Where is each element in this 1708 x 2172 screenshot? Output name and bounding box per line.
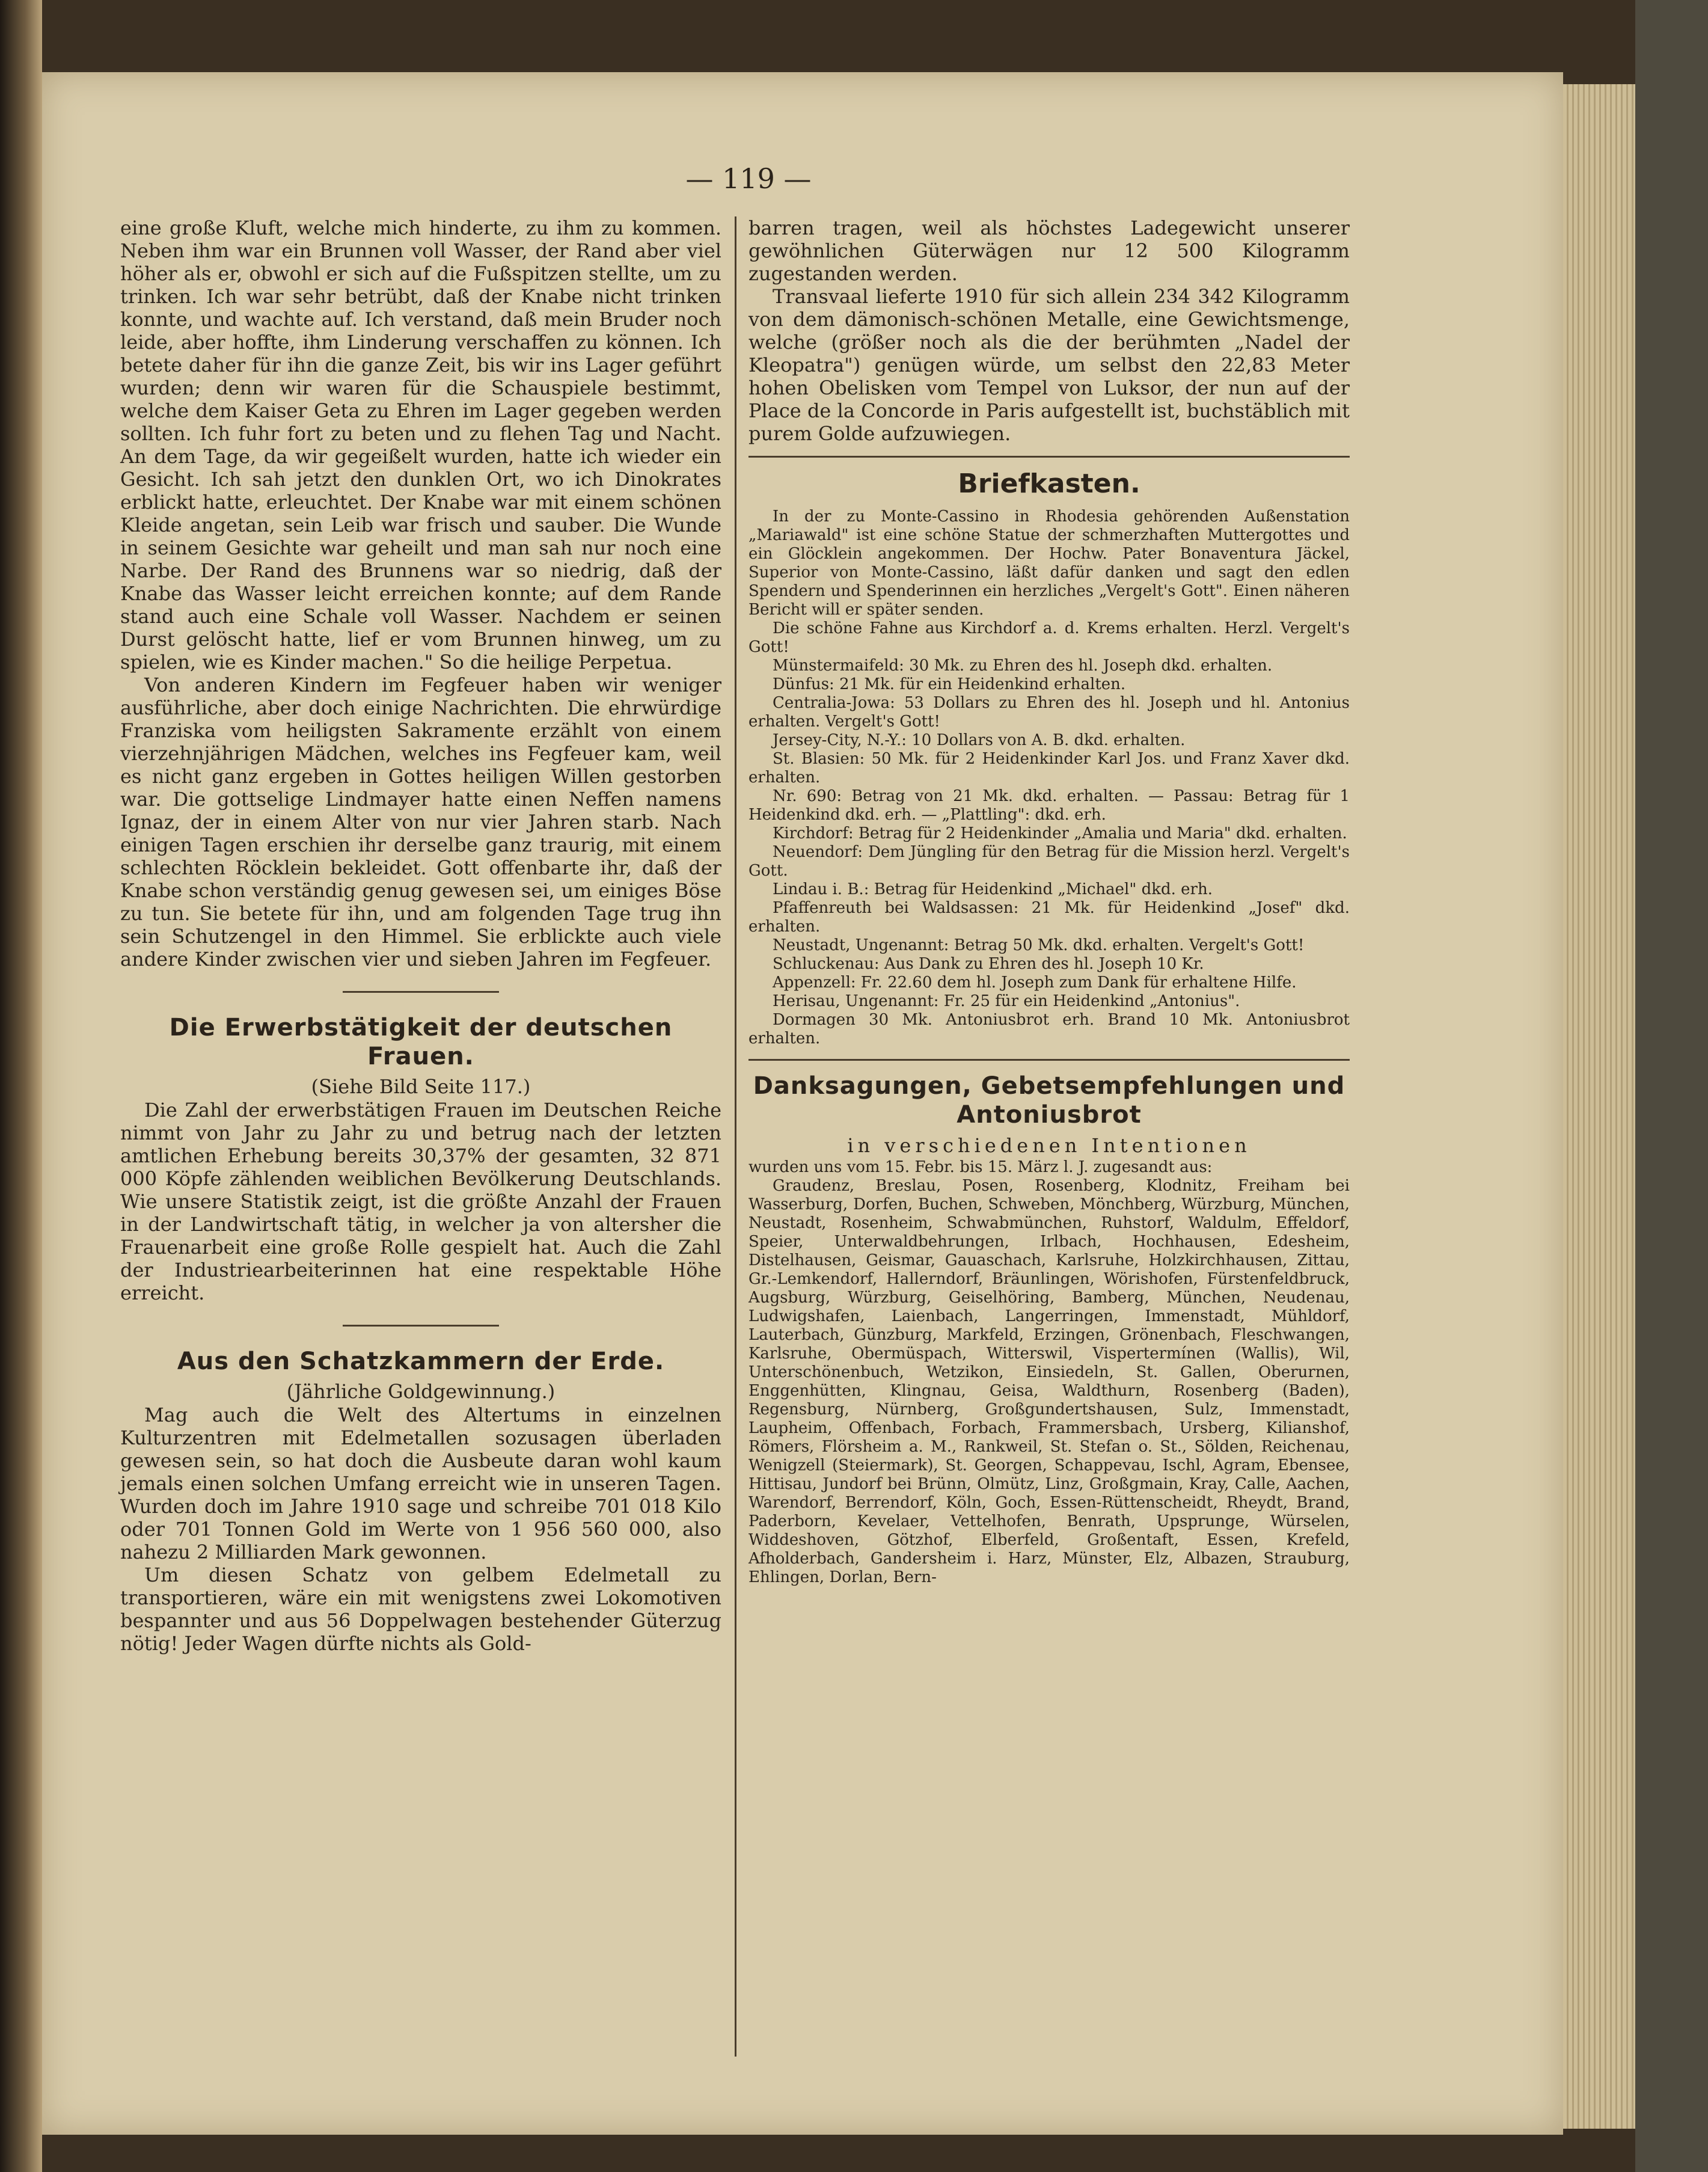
gold-text-3: barren tragen, weil als höchstes Ladegewicht unserer gewöhnlichen Güterwägen nur 12 500 Kilogramm zugestanden werden. xyxy=(748,216,1350,285)
briefkasten-entry: Münstermaifeld: 30 Mk. zu Ehren des hl. Joseph dkd. erhalten. xyxy=(773,657,1273,675)
section-rule xyxy=(748,456,1350,458)
womens-work-heading: Die Erwerbstätigkeit der deutschen Frauen. xyxy=(169,1014,673,1070)
column-divider xyxy=(735,216,736,2057)
briefkasten-entry: Dormagen 30 Mk. Antoniusbrot erh. Brand 10 Mk. Antoniusbrot erhalten. xyxy=(748,1011,1350,1048)
treasure-heading: Aus den Schatzkammern der Erde. xyxy=(177,1348,665,1375)
right-column xyxy=(748,216,1350,1587)
thanks-intro: wurden uns vom 15. Febr. bis 15. März l. J. zugesandt aus: xyxy=(748,1158,1213,1176)
perpetua-text: eine große Kluft, welche mich hinderte, zu ihm zu kommen. Neben ihm war ein Brunnen voll Wasser, der Rand aber viel höher als er, obwohl er sich auf die Fußspitzen stellte, um zu trinken. Ich war sehr betrübt, daß der Knabe nicht trinken konnte, und wachte auf. Ich verstand, daß mein Bruder noch leide, aber hoffte, ihm Linderung verschaffen zu können. Ich betete daher für ihn die ganze Zeit, bis wir ins Lager geführt wurden; denn wir waren für die Schauspiele bestimmt, welche dem Kaiser Geta zu Ehren im Lager gegeben werden sollten. Ich fuhr fort zu beten und zu flehen Tag und Nacht. An dem Tage, da wir gegeißelt wurden, hatte ich wieder ein Gesicht. Ich sah jetzt den dunklen Ort, wo ich Dinokrates erblickt hatte, erleuchtet. Der Knabe war mit einem schönen Kleide angetan, sein Leib war frisch und sauber. Die Wunde in seinem Gesichte war geheilt und man sah nur noch eine Narbe. Der Rand des Brunnens war so niedrig, daß der Knabe das Wasser leicht erreichen konnte; auf dem Rande stand auch eine Schale voll Wasser. Nachdem er seinen Durst gelöscht hatte, lief er vom Brunnen hinweg, um zu spielen, wie es Kinder machen." So die heilige Perpetua. xyxy=(120,216,721,673)
gold-text-2: Um diesen Schatz von gelbem Edelmetall zu transportieren, wäre ein mit wenigstens zwei Lokomotiven bespannter und aus 56 Doppelwagen bestehender Güterzug nötig! Jeder Wagen dürfte nichts als Gold- xyxy=(120,1563,721,1655)
womens-work-subtitle: (Siehe Bild Seite 117.) xyxy=(311,1075,531,1098)
thanks-subtitle: in verschiedenen Intentionen xyxy=(847,1134,1251,1157)
briefkasten-entry: Jersey-City, N.-Y.: 10 Dollars von A. B. dkd. erhalten. xyxy=(773,731,1186,749)
transvaal-text: Transvaal lieferte 1910 für sich allein 234 342 Kilogramm von dem dämonisch-schönen Metalle, eine Gewichtsmenge, welche (größer noch als die der berühmten „Nadel der Kleopatra") genügen würde, um selbst den 22,83 Meter hohen Obelisken vom Tempel von Luksor, der nun auf der Place de la Concorde in Paris aufgestellt ist, buchstäblich mit purem Golde aufzuwiegen. xyxy=(748,285,1350,445)
briefkasten-entry: St. Blasien: 50 Mk. für 2 Heidenkinder Karl Jos. und Franz Xaver dkd. erhalten. xyxy=(748,750,1350,787)
page-number: — 119 — xyxy=(685,162,812,195)
book-spine xyxy=(0,0,42,2172)
thanks-place-list: Graudenz, Breslau, Posen, Rosenberg, Klodnitz, Freiham bei Wasserburg, Dorfen, Buchen, Schweben, Mönchberg, Würzburg, München, Neustadt, Rosenheim, Schwabmünchen, Ruhstorf, Waldulm, Effeldorf, Speier, Unterwaldbehrungen, Irlbach, Hochhausen, Edesheim, Distelhausen, Geismar, Gauaschach, Karlsruhe, Holzkirchhausen, Zittau, Gr.-Lemkendorf, Hallerndorf, Bräunlingen, Wörishofen, Fürstenfeldbruck, Augsburg, Würzburg, Geiselhöring, Bamberg, München, Neudenau, Ludwigshafen, Laienbach, Langerringen, Immenstadt, Mühldorf, Lauterbach, Günzburg, Markfeld, Erzingen, Grönenbach, Fleschwangen, Karlsruhe, Obermüspach, Witterswil, Vispertermínen (Wallis), Wil, Unterschönenbuch, Wetzikon, Einsiedeln, St. Gallen, Oberurnen, Enggenhütten, Klingnau, Geisa, Waldthurn, Rosenberg (Baden), Regensburg, Nürnberg, Großgundertshausen, Sulz, Immenstadt, Laupheim, Offenbach, Forbach, Frammersbach, Ursberg, Kilianshof, Römers, Flörsheim a. M., Rankweil, St. Stefan o. St., Sölden, Reichenau, Wenigzell (Steiermark), St. Georgen, Schappevau, Ischl, Agram, Ebensee, Hittisau, Jundorf bei Brünn, Olmütz, Linz, Großgmain, Kray, Calle, Aachen, Warendorf, Berrendorf, Köln, Goch, Essen-Rüttenscheidt, Rheydt, Brand, Paderborn, Kevelaer, Vettelhofen, Benrath, Upsprunge, Würselen, Widdeshoven, Götzhof, Elberfeld, Großentaft, Essen, Krefeld, Afholderbach, Gandersheim i. Harz, Münster, Elz, Albazen, Strauburg, Ehlingen, Dorlan, Bern- xyxy=(748,1177,1350,1586)
briefkasten-entry: Dünfus: 21 Mk. für ein Heidenkind erhalten. xyxy=(773,675,1126,693)
page-edges xyxy=(1563,84,1635,2129)
children-purgatory-text: Von anderen Kindern im Fegfeuer haben wir weniger ausführliche, aber doch einige Nachrichten. Die ehrwürdige Franziska vom heiligsten Sakramente erzählt von einem vierzehnjährigen Mädchen, welches ins Fegfeuer kam, weil es nicht ganz ergeben in Gottes heiligen Willen gestorben war. Die gottselige Lindmayer hatte einen Neffen namens Ignaz, der in einem Alter von nur vier Jahren starb. Nach einigen Tagen erschien ihr derselbe ganz traurig, mit einem schlechten Röcklein bekleidet. Gott offenbarte ihr, daß der Knabe schon verständig genug gewesen sei, um einiges Böse zu tun. Sie betete für ihn, und am folgenden Tage trug ihn sein Schutzengel in den Himmel. Sie erblickte auch viele andere Kinder zwischen vier und sieben Jahren im Fegfeuer. xyxy=(120,673,721,971)
briefkasten-entry: Appenzell: Fr. 22.60 dem hl. Joseph zum Dank für erhaltene Hilfe. xyxy=(773,974,1297,992)
section-rule xyxy=(343,1325,499,1327)
thanks-heading: Danksagungen, Gebetsempfehlungen und Antoniusbrot xyxy=(753,1072,1345,1129)
briefkasten-entry: Kirchdorf: Betrag für 2 Heidenkinder „Amalia und Maria" dkd. erhalten. xyxy=(773,824,1347,842)
book-cover xyxy=(1635,0,1708,2172)
gold-text-1: Mag auch die Welt des Altertums in einzelnen Kulturzentren mit Edelmetallen sozusagen überladen gewesen sein, so hat doch die Ausbeute daran wohl kaum jemals einen solchen Umfang erreicht wie in unseren Tagen. Wurden doch im Jahre 1910 sage und schreibe 701 018 Kilo oder 701 Tonnen Gold im Werte von 1 956 560 000, also nahezu 2 Milliarden Mark gewonnen. xyxy=(120,1404,721,1563)
briefkasten-entry: Die schöne Fahne aus Kirchdorf a. d. Krems erhalten. Herzl. Vergelt's Gott! xyxy=(748,619,1350,656)
briefkasten-entry: Neuendorf: Dem Jüngling für den Betrag für die Mission herzl. Vergelt's Gott. xyxy=(748,843,1350,880)
womens-work-text: Die Zahl der erwerbstätigen Frauen im Deutschen Reiche nimmt von Jahr zu Jahr zu und betrug nach der letzten amtlichen Erhebung bereits 30,37% der gesamten, 32 871 000 Köpfe zählenden weiblichen Bevölkerung Deutschlands. Wie unsere Statistik zeigt, ist die größte Anzahl der Frauen in der Landwirtschaft tätig, in welcher ja von altersher die Frauenarbeit eine große Rolle gespielt hat. Auch die Zahl der Industriearbeiterinnen hat eine respektable Höhe erreicht. xyxy=(120,1099,721,1304)
section-rule xyxy=(343,991,499,993)
section-rule xyxy=(748,1059,1350,1061)
briefkasten-entry: Centralia-Jowa: 53 Dollars zu Ehren des hl. Joseph und hl. Antonius erhalten. Vergelt's Gott! xyxy=(748,694,1350,731)
briefkasten-entry: Lindau i. B.: Betrag für Heidenkind „Michael" dkd. erh. xyxy=(773,880,1213,898)
left-column xyxy=(120,216,721,1655)
briefkasten-entry: In der zu Monte-Cassino in Rhodesia gehörenden Außenstation „Mariawald" ist eine schöne Statue der schmerzhaften Muttergottes und ein Glöcklein angekommen. Der Hochw. Pater Bonaventura Jäckel, Superior von Monte-Cassino, läßt dafür danken und sagt den edlen Spendern und Spenderinnen ein herzliches „Vergelt's Gott". Einen näheren Bericht will er später senden. xyxy=(748,508,1350,619)
briefkasten-heading: Briefkasten. xyxy=(958,468,1140,499)
briefkasten-entry: Neustadt, Ungenannt: Betrag 50 Mk. dkd. erhalten. Vergelt's Gott! xyxy=(773,936,1305,954)
briefkasten-entry: Schluckenau: Aus Dank zu Ehren des hl. Joseph 10 Kr. xyxy=(773,955,1204,973)
briefkasten-entry: Pfaffenreuth bei Waldsassen: 21 Mk. für Heidenkind „Josef" dkd. erhalten. xyxy=(748,899,1350,936)
briefkasten-entry: Nr. 690: Betrag von 21 Mk. dkd. erhalten. — Passau: Betrag für 1 Heidenkind dkd. erh. — „Plattling": dkd. erh. xyxy=(748,787,1350,824)
treasure-subtitle: (Jährliche Goldgewinnung.) xyxy=(286,1380,556,1403)
briefkasten-entry: Herisau, Ungenannt: Fr. 25 für ein Heidenkind „Antonius". xyxy=(773,992,1240,1010)
